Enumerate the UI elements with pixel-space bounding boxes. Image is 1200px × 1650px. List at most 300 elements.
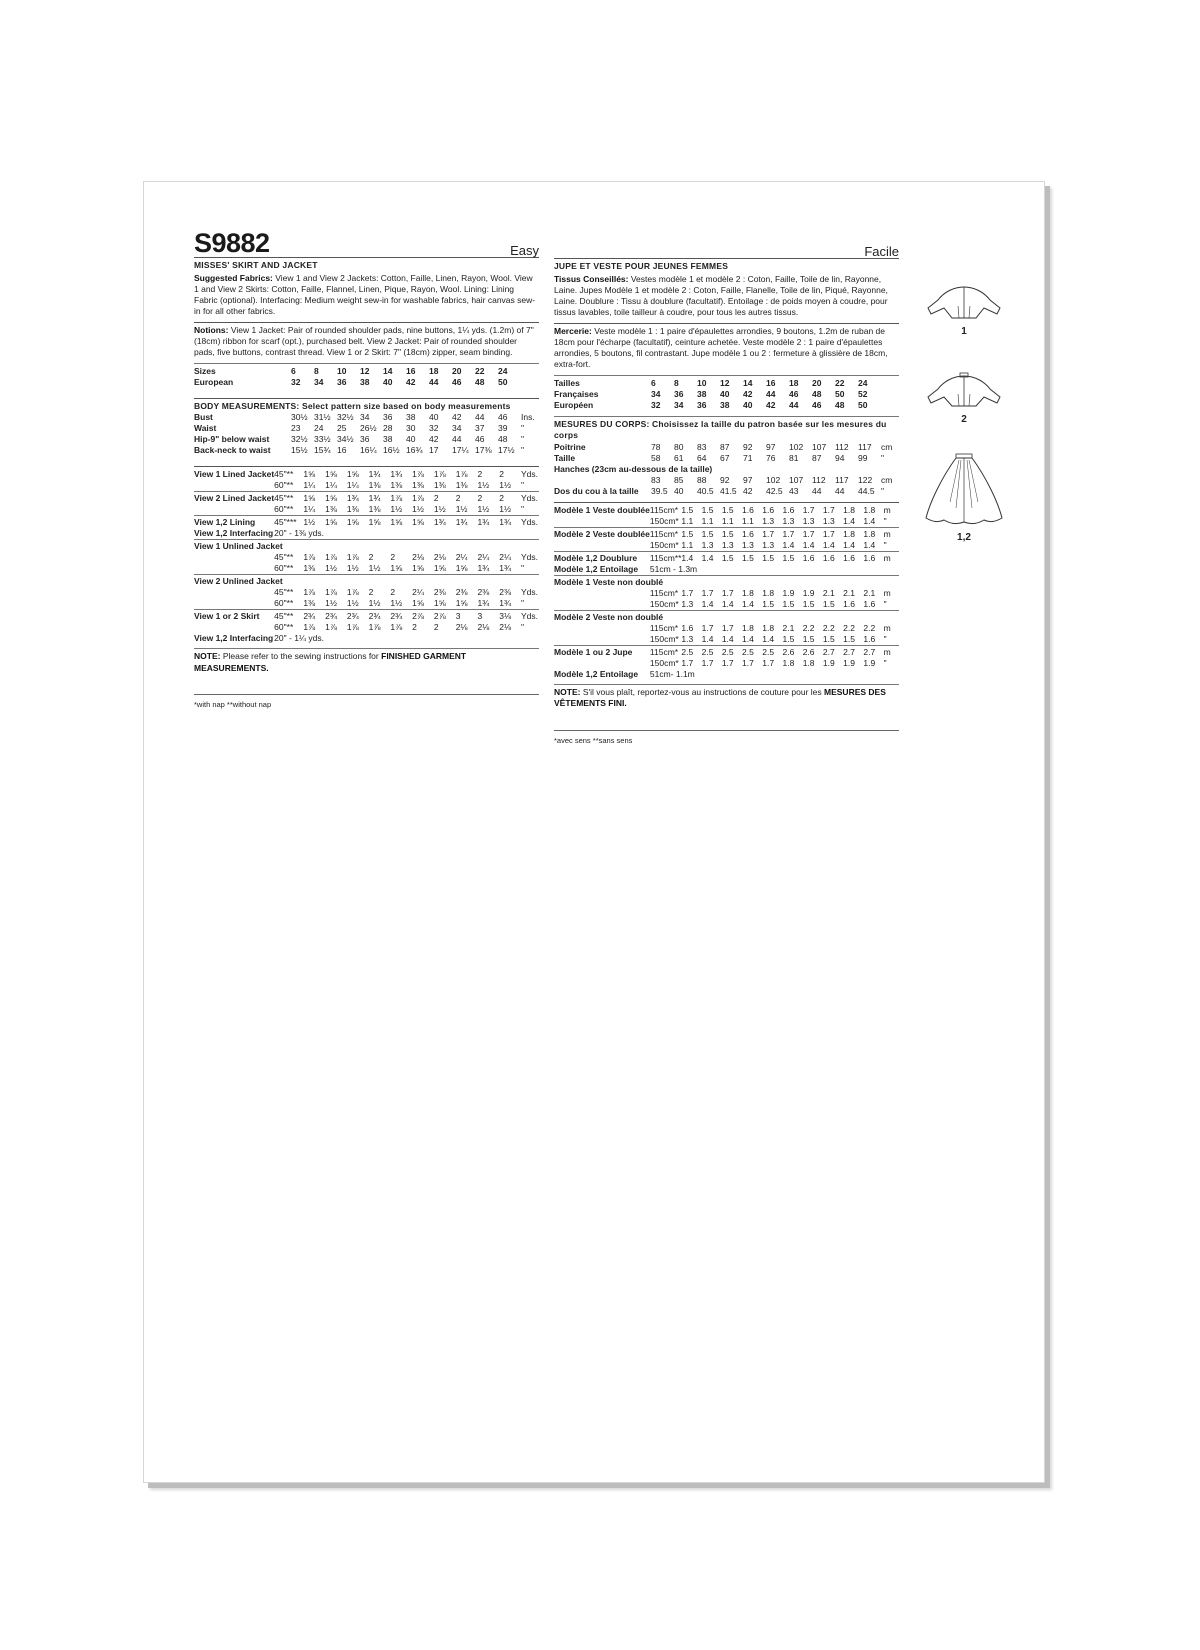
measurement-row (554, 453, 899, 464)
yardage-value: 1.5 (702, 527, 722, 540)
size-table-fr (554, 375, 899, 411)
yardage-value: 1⅜ (368, 504, 381, 514)
yardage-value: 1.7 (701, 622, 714, 633)
yardage-value: 1½ (325, 563, 337, 573)
yardage-value: 1⅝ (455, 563, 468, 573)
measurement-value: 87 (812, 452, 822, 463)
measurement-value: 16¾ (406, 445, 423, 455)
measurement-value: 37 (475, 423, 485, 433)
unit: " (883, 598, 887, 609)
yardage-value: 1½ (303, 516, 325, 529)
measurement-value: 78 (651, 441, 661, 452)
yardage-value: 3 (456, 610, 478, 623)
measurement-row (554, 486, 899, 497)
skirt-illustration (919, 452, 1009, 543)
measurement-label: Waist (194, 423, 217, 433)
measurement-value: 94 (835, 452, 845, 463)
size-value: 52 (858, 388, 868, 399)
size-value: 16 (406, 365, 416, 376)
yardage-value: 2 (477, 469, 483, 479)
measurement-value: 32½ (337, 412, 354, 422)
yardage-value: 1.6 (843, 551, 863, 564)
yardage-value: 1⅞ (346, 552, 359, 562)
measurement-value: 40 (674, 485, 684, 496)
yardage-value: 2⅛ (433, 552, 446, 562)
yardage-row (194, 633, 539, 644)
measurement-value: 42 (429, 434, 439, 444)
yardage-value: 1.5 (822, 598, 835, 609)
yardage-label (554, 658, 650, 669)
measurement-value: 17¼ (452, 445, 469, 455)
yardage-value: 1½ (390, 504, 403, 514)
yardage-row (554, 516, 899, 528)
yardage-value: 2 (433, 622, 439, 632)
measurement-value: 85 (674, 474, 684, 485)
notions-text: View 1 Jacket: Pair of rounded shoulder pads, nine buttons, 1¼ yds. (1.2m) of 7" (18cm) ribbon for scarf (opt.), purchased belt. View 2 Jacket: Pair of rounded shoulder pads, five buttons, contrast thread. View 1 or 2 Skirt: 7" (18cm) zipper, seam binding. (194, 324, 534, 357)
size-value: 16 (766, 377, 776, 388)
yardage-row (554, 658, 899, 669)
measurement-value: 117 (835, 474, 849, 485)
size-value: 38 (697, 388, 707, 399)
notions-fr (554, 323, 899, 370)
yardage-value: 1⅝ (433, 598, 446, 608)
yardage-value: 1.8 (802, 657, 815, 668)
yardage-value: 1.6 (863, 598, 876, 609)
size-row (554, 400, 899, 411)
yardage-value: 1⅞ (325, 587, 337, 597)
unit: Yds. (520, 517, 538, 527)
yardage-value: 1.7 (762, 657, 775, 668)
yardage-value: 1¾ (499, 598, 512, 608)
measurement-value: 44 (475, 412, 485, 422)
yardage-value: 2 (368, 552, 374, 562)
unit: " (520, 504, 525, 514)
unit: " (521, 434, 525, 444)
yardage-value: 1.5 (782, 598, 795, 609)
measurement-row (194, 423, 539, 434)
note-en (194, 648, 539, 674)
yardage-label (554, 623, 650, 634)
size-value: 34 (651, 388, 661, 399)
yardage-value: 1¼ (325, 480, 337, 490)
yardage-value: 1.5 (762, 551, 782, 564)
measurement-value: 97 (766, 441, 776, 452)
yardage-value: 1.3 (822, 515, 835, 526)
yardage-value: 1⅜ (325, 504, 337, 514)
measurement-value: 76 (766, 452, 776, 463)
yardage-row (194, 528, 539, 540)
measurement-value: 31½ (314, 412, 331, 422)
yardage-value: 1½ (346, 598, 359, 608)
yardage-group-header (554, 575, 899, 588)
yardage-value: 2¼ (499, 552, 512, 562)
yardage-value: 1.3 (742, 539, 754, 550)
unit: m (883, 587, 891, 598)
yardage-row (554, 540, 899, 552)
size-value: 40 (743, 399, 753, 410)
yardage-value: 1.4 (802, 539, 815, 550)
size-value: 48 (812, 388, 822, 399)
measurement-value: 15¾ (314, 445, 331, 455)
fabric-width: 150cm* (649, 515, 679, 526)
yardage-value: 1⅝ (325, 492, 347, 505)
yardage-value: 2⅛ (412, 552, 424, 562)
yardage-label (554, 540, 650, 552)
yardage-label: View 1 or 2 Skirt (194, 610, 274, 623)
unit: " (520, 480, 525, 490)
fabric-width: 115cm* (650, 527, 682, 540)
yardage-value: 1⅞ (346, 622, 359, 632)
size-value: 34 (314, 376, 324, 387)
yardage-group-header (554, 610, 899, 623)
unit: m (884, 551, 899, 564)
fabric-width: 115cm** (649, 552, 682, 563)
yardage-value: 1.8 (843, 504, 855, 515)
size-value: 12 (720, 377, 730, 388)
yardage-row (554, 634, 899, 646)
yardage-value: 1¼ (303, 504, 316, 514)
yardage-label (194, 563, 274, 575)
fabric-width: 45"** (274, 587, 294, 597)
yardage-label: View 1 Unlined Jacket (194, 540, 539, 553)
size-row-label: Françaises (554, 388, 599, 399)
yardage-value: 1.7 (823, 527, 843, 540)
yardage-value: 1.6 (803, 551, 823, 564)
yardage-value: 1½ (433, 504, 446, 514)
unit (881, 378, 899, 389)
yardage-value: 1.1 (681, 539, 694, 550)
unit: " (520, 563, 525, 573)
yardage-value: 2.7 (823, 645, 843, 658)
yardage-value: 1.4 (721, 633, 734, 644)
fabric-width: 115cm* (649, 587, 679, 598)
measurement-label: Hanches (23cm au-dessous de la taille) (554, 463, 713, 474)
unit: Yds. (520, 469, 538, 479)
yardage-value: 1½ (368, 598, 381, 608)
yardage-value: 2⅛ (477, 622, 490, 632)
fabric-width: 60"** (274, 563, 294, 573)
jacket-view-1-illustration (919, 284, 1009, 337)
size-value: 18 (789, 377, 799, 388)
size-value: 22 (835, 377, 845, 388)
measurement-value: 61 (674, 452, 684, 463)
unit: " (883, 515, 887, 526)
size-value: 40 (383, 376, 393, 387)
yardage-value: 1⅜ (346, 504, 359, 514)
fabric-width: 150cm* (649, 633, 679, 644)
measurement-row (194, 412, 539, 423)
yardage-value: 1⅝ (433, 563, 446, 573)
yardage-value: 1.4 (843, 515, 855, 526)
size-value: 44 (766, 388, 776, 399)
yardage-value: 2 (390, 587, 396, 597)
yardage-row (554, 505, 899, 516)
note-bold-fr: MESURES DES VÊTEMENTS FINI. (554, 686, 886, 708)
yardage-value: 1¾ (499, 516, 521, 529)
yardage-value: 2 (412, 622, 417, 632)
fabrics-label: Suggested Fabrics: (194, 272, 273, 283)
unit: Yds. (520, 493, 538, 503)
yardage-value: 2.6 (803, 645, 823, 658)
measurement-value: 16 (337, 445, 347, 455)
measurement-label: Dos du cou à la taille (554, 485, 639, 496)
yardage-value: 1.5 (681, 504, 694, 515)
yardage-value: 1⅞ (433, 469, 446, 479)
header-en (194, 230, 539, 258)
yardage-value: 2¼ (412, 587, 424, 597)
measurement-value: 92 (720, 474, 730, 485)
measurement-value: 117 (858, 441, 872, 452)
size-value: 24 (498, 365, 508, 376)
difficulty-level-fr: Facile (864, 243, 899, 259)
fabric-width: 150cm* (649, 539, 679, 550)
yardage-value: 1.3 (721, 539, 734, 550)
yardage-value: 1¾ (477, 598, 490, 608)
yardage-value: 1⅜ (390, 480, 403, 490)
yardage-value: 1.4 (701, 598, 714, 609)
yardage-value: 1⅝ (455, 598, 468, 608)
skirt-icon (922, 452, 1006, 532)
yardage-value: 1¼ (303, 480, 316, 490)
size-value: 10 (697, 377, 707, 388)
yardage-value: 1⅝ (390, 516, 412, 529)
unit (881, 400, 899, 411)
yardage-value: 1¼ (346, 480, 359, 490)
yardage-label (194, 552, 274, 563)
measurement-value: 44 (812, 485, 822, 496)
unit: Yds. (520, 611, 538, 621)
measurement-value: 83 (651, 474, 661, 485)
yardage-value: 1¾ (499, 563, 512, 573)
yardage-value: 1½ (368, 563, 381, 573)
yardage-value: 1⅜ (303, 598, 316, 608)
yardage-value: 1.7 (803, 527, 823, 540)
yardage-label (194, 622, 274, 633)
size-value: 20 (452, 365, 462, 376)
yardage-value: 1⅞ (325, 552, 337, 562)
yardage-value: 1.7 (681, 587, 694, 598)
measurement-label: Bust (194, 412, 213, 422)
yardage-label (554, 516, 650, 528)
yardage-row (554, 551, 899, 564)
yardage-row (194, 480, 539, 492)
measurement-label: Back-neck to waist (194, 445, 271, 455)
measurement-value: 87 (720, 441, 730, 452)
pattern-title: MISSES' SKIRT AND JACKET (194, 260, 318, 270)
measurement-value: 42 (452, 412, 462, 422)
yardage-value: 2.2 (863, 622, 876, 633)
yardage-value: 2.2 (802, 622, 815, 633)
yardage-inline: 20" - 1¼ yds. (274, 633, 324, 643)
 (554, 475, 651, 486)
measurement-value: 40 (429, 412, 439, 422)
unit: m (883, 504, 891, 515)
unit: m (884, 645, 899, 658)
measurement-value: 39 (498, 423, 508, 433)
yardage-value: 1⅜ (412, 480, 424, 490)
yardage-value: 1½ (412, 504, 424, 514)
illustration-label: 1,2 (957, 532, 971, 543)
yardage-value: 1.5 (843, 633, 855, 644)
yardage-value: 1¾ (477, 563, 490, 573)
yardage-value: 1⅞ (346, 587, 359, 597)
measurement-value: 23 (291, 423, 301, 433)
yardage-value: 1.6 (823, 551, 843, 564)
measurement-value: 17⅜ (475, 445, 492, 455)
fabric-width: 115cm* (649, 504, 679, 515)
yardage-row (554, 564, 899, 576)
unit: " (520, 622, 525, 632)
yardage-value: 1½ (499, 504, 512, 514)
yardage-value: 1.4 (702, 551, 722, 564)
yardage-value: 1.4 (822, 539, 835, 550)
fabric-width: 45"*** (274, 516, 303, 529)
yardage-row (554, 588, 899, 599)
measurement-value: 107 (789, 474, 804, 485)
notions-text-fr: Veste modèle 1 : 1 paire d'épaulettes arrondies, 9 boutons, 1.2m de ruban de 18cm pour l'écharpe (facultatif), ceinture achetée. Veste modèle 2 : 1 paire d'épaulettes arrondies, 5 boutons, fil contrastant. Jupe modèle 1 ou 2 : fermeture à glissière de 18cm, extra-fort. (554, 325, 888, 369)
yardage-value: 1.8 (843, 527, 863, 540)
measurement-value: 58 (651, 452, 661, 463)
fabric-width: 60"** (274, 598, 294, 608)
yardage-label (194, 587, 274, 598)
size-value: 36 (697, 399, 707, 410)
notions-label-fr: Mercerie: (554, 325, 592, 336)
size-value: 42 (743, 388, 753, 399)
footnote-fr: *avec sens **sans sens (554, 730, 899, 747)
yardage-value: 2⅛ (455, 622, 468, 632)
yardage-label: Modèle 1,2 Entoilage (554, 563, 639, 574)
yardage-value: 2¾ (390, 610, 412, 623)
yardage-value: 1.3 (762, 515, 775, 526)
unit: cm (881, 474, 893, 485)
yardage-value: 2¾ (325, 610, 347, 623)
yardage-value: 1⅞ (455, 469, 468, 479)
yardage-value: 1.7 (721, 657, 734, 668)
measurement-value: 34 (360, 412, 370, 422)
yardage-value: 1.6 (843, 598, 855, 609)
size-row-label: Sizes (194, 365, 216, 376)
yardage-value: 1⅞ (412, 469, 424, 479)
yardage-value: 1.4 (863, 539, 876, 550)
yardage-value: 1⅞ (303, 552, 316, 562)
yardage-label: View 1,2 Lining (194, 516, 274, 529)
yardage-value: 1.5 (782, 551, 802, 564)
yardage-value: 1.7 (822, 504, 835, 515)
yardage-value: 1.7 (721, 622, 734, 633)
yardage-value: 2⅜ (477, 587, 490, 597)
yardage-row (194, 598, 539, 610)
measurement-value: 42 (743, 485, 753, 496)
size-value: 50 (498, 376, 508, 387)
yardage-value: 1.1 (721, 515, 734, 526)
yardage-value: 1⅝ (325, 516, 347, 529)
yardage-value: 1.6 (782, 504, 795, 515)
yardage-value: 3 (477, 610, 499, 623)
size-value: 6 (651, 377, 656, 388)
unit: " (881, 485, 885, 496)
yardage-value: 2.5 (722, 645, 742, 658)
body-heading-fr: MESURES DU CORPS: Choisissez la taille du patron basée sur les mesures du corps (554, 418, 887, 440)
measurement-row (194, 434, 539, 445)
fabrics-label-fr: Tissus Conseillés: (554, 273, 629, 284)
fabric-width: 45"** (274, 469, 294, 479)
measurement-value: 112 (812, 474, 826, 485)
yardage-value: 1⅝ (346, 469, 359, 479)
size-row (554, 378, 899, 389)
note-label-fr: NOTE: (554, 686, 581, 697)
yardage-value: 1.9 (843, 657, 855, 668)
size-row (194, 377, 539, 388)
measurement-value: 44.5 (858, 485, 875, 496)
size-value: 46 (812, 399, 822, 410)
yardage-value: 1.6 (742, 504, 754, 515)
yardage-value: 1⅞ (325, 622, 337, 632)
size-row (554, 389, 899, 400)
body-measurements-en (194, 398, 539, 457)
yardage-value: 1.5 (802, 598, 815, 609)
illustration-label: 1 (961, 326, 967, 337)
yardage-value: 2.7 (863, 645, 883, 658)
yardage-value: 1.1 (701, 515, 714, 526)
notions (194, 322, 539, 358)
yardage-value: 2 (368, 587, 374, 597)
yardage-value: 1.5 (701, 504, 714, 515)
measurement-value: 46 (498, 412, 508, 422)
unit: Yds. (520, 552, 538, 562)
yardage-label: Modèle 1,2 Doublure (554, 551, 650, 564)
fabrics-text: View 1 and View 2 Jackets: Cotton, Faille, Linen, Rayon, Wool. View 1 and View 2 Skirts: Cotton, Faille, Flannel, Linen, Pique, Rayon, Wool. Lining: Lining Fabric (optional). Interfacing: Medium weight sew-in for washable fabrics, hair canvas sew-in for all other fabrics. (194, 272, 536, 316)
yardage-inline: 20" - 1⅜ yds. (274, 528, 324, 538)
measurement-value: 16½ (383, 445, 400, 455)
size-value: 44 (429, 376, 439, 387)
yardage-table-en (194, 466, 539, 644)
yardage-value: 1.8 (863, 504, 876, 515)
yardage-value: 1.7 (681, 657, 694, 668)
size-table-en (194, 363, 539, 388)
yardage-value: 2.2 (822, 622, 835, 633)
unit (881, 389, 899, 400)
jacket-2-icon (924, 372, 1004, 414)
size-value: 48 (835, 399, 845, 410)
yardage-value: 1⅜ (455, 480, 468, 490)
yardage-row (554, 645, 899, 658)
yardage-value: 2 (499, 492, 521, 505)
yardage-value: 1¾ (456, 516, 478, 529)
measurement-value: 44 (835, 485, 845, 496)
difficulty-level: Easy (510, 242, 539, 258)
measurement-row (554, 442, 899, 453)
size-value: 36 (337, 376, 347, 387)
size-row (194, 366, 539, 377)
measurement-value: 30 (406, 423, 416, 433)
size-value: 32 (291, 376, 301, 387)
measurement-value: 43 (789, 485, 799, 496)
measurement-value: 36 (383, 412, 393, 422)
yardage-row (554, 599, 899, 611)
measurement-value: 39.5 (651, 485, 668, 496)
yardage-value: 1⅞ (303, 587, 316, 597)
yardage-value: 2.5 (742, 645, 762, 658)
fabric-width: 115cm* (650, 645, 682, 658)
yardage-value: 1.6 (863, 551, 883, 564)
yardage-value: 1.3 (681, 598, 694, 609)
measurement-value: 42.5 (766, 485, 783, 496)
yardage-value: 1.5 (681, 527, 701, 540)
note-text-fr: S'il vous plaît, reportez-vous au instructions de couture pour les (582, 686, 822, 697)
fabric-width: 60"** (274, 480, 294, 490)
yardage-value: 1.7 (721, 587, 734, 598)
size-value: 38 (360, 376, 370, 387)
